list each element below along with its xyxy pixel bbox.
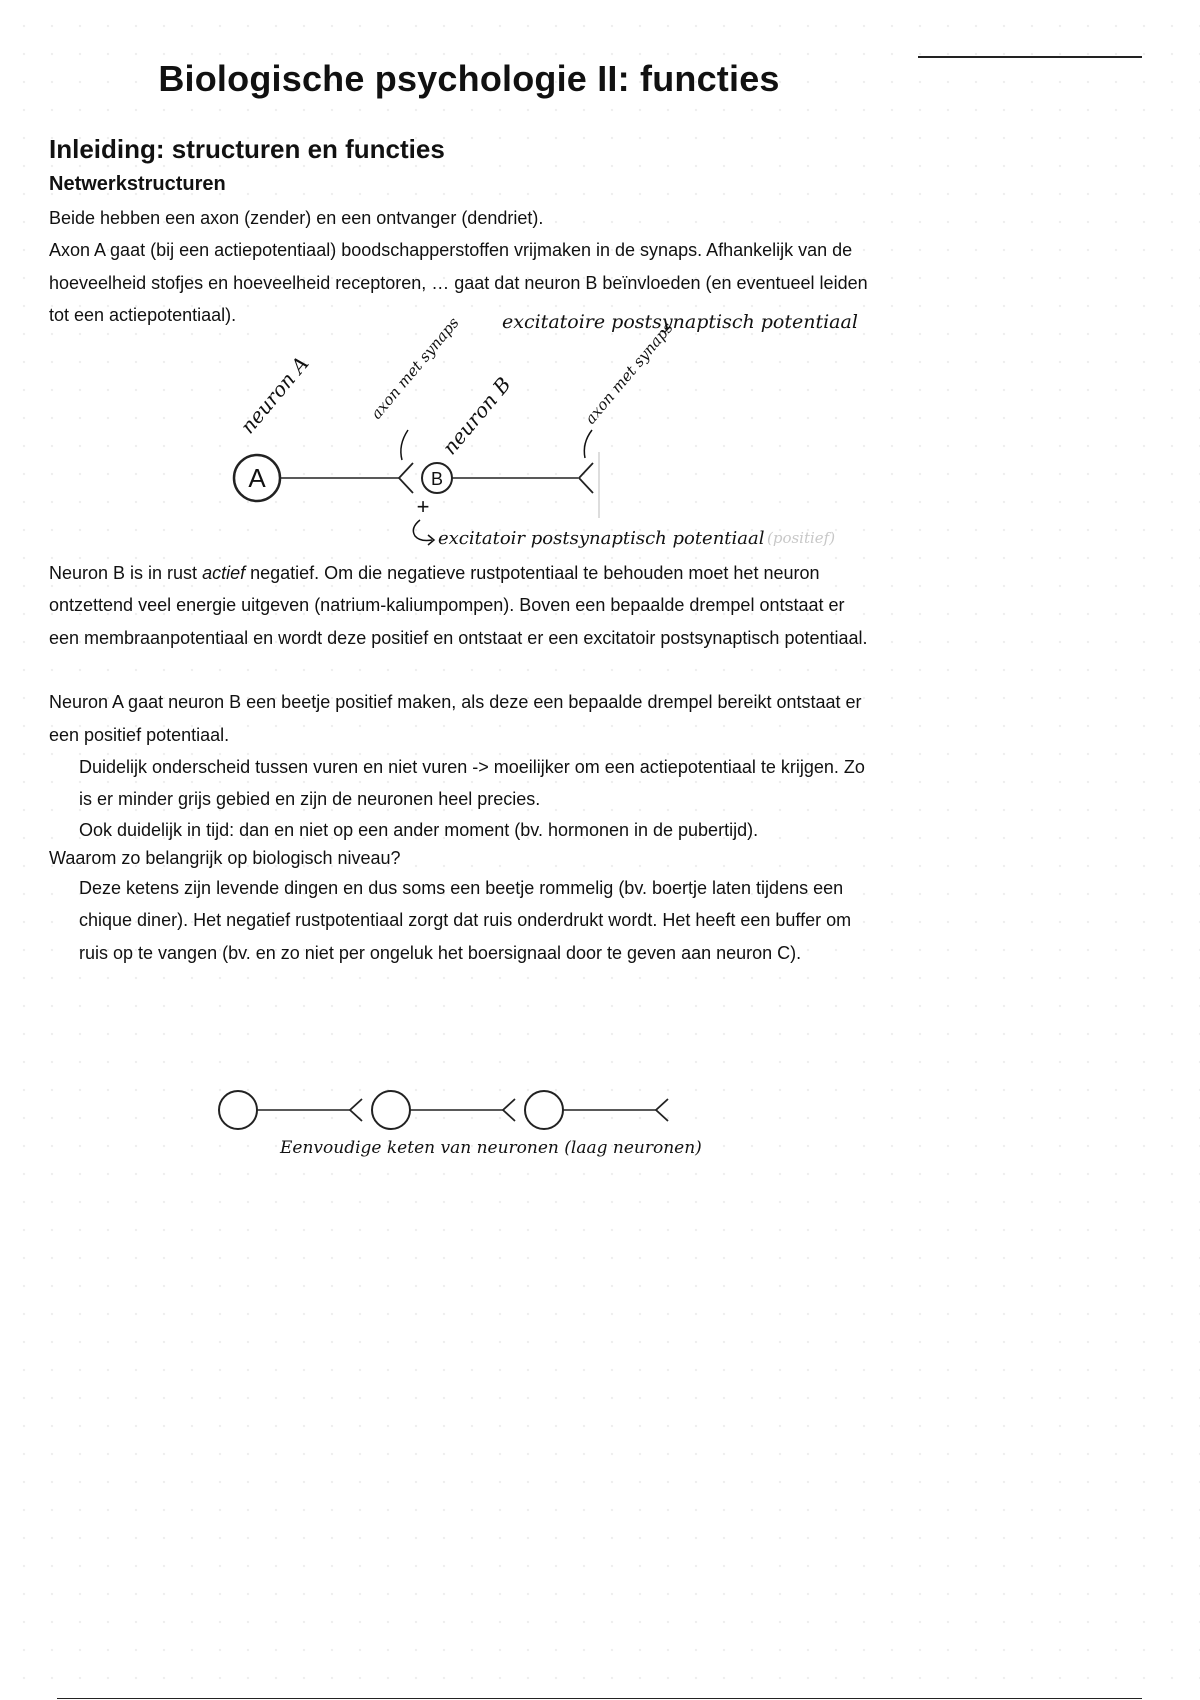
label-neuron-b: neuron B xyxy=(437,372,516,460)
body-indented-2: Ook duidelijk in tijd: dan en niet op een ander moment (bv. hormonen in de pubertijd). xyxy=(79,819,759,840)
p3-emphasis: actief xyxy=(202,563,246,583)
plus-sign: + xyxy=(416,494,430,519)
intro-paragraph-2: Axon A gaat (bij een actiepotentiaal) boodschapperstoffen vrijmaken in de synaps. Afhankelijk van de hoeveelheid stofjes en hoeveelheid receptoren, … gaat dat neuron B beïnvloeden (en eventueel leiden tot een actiepotentiaal). xyxy=(49,240,868,326)
body-indented-3: Deze ketens zijn levende dingen en dus soms een beetje rommelig (bv. boertje laten tijdens een chique diner). Het negatief rustpotentiaal zorgt dat ruis onderdrukt wordt. Het heeft een buffer om ruis op te vangen (bv. en zo niet per ongeluk het boersignaal door te geven aan neuron C). xyxy=(79,877,852,963)
label-axon-synaps-1: axon met synaps xyxy=(367,313,463,423)
chain-neuron-1 xyxy=(219,1091,362,1129)
label-neuron-a: neuron A xyxy=(235,351,314,439)
p3-suffix: negatief. Om die negatieve rustpotentiaal te behouden moet het neuron ontzettend veel energie uitgeven (natrium-kaliumpompen). Boven een bepaalde drempel ontstaat er een membraanpotentiaal en wordt deze positief en ontstaat er een excitatoir postsynaptisch potentiaal. xyxy=(49,563,868,648)
body-paragraph-2: Neuron A gaat neuron B een beetje positief maken, als deze een bepaalde drempel bereikt ontstaat er een positief potentiaal. xyxy=(49,692,862,745)
diagram-header-note: excitatoire postsynaptisch potentiaal xyxy=(502,311,858,333)
chain-neuron-2 xyxy=(372,1091,515,1129)
diagram-footer-note-extra: (positief) xyxy=(767,529,836,547)
bottom-rule xyxy=(57,1698,1142,1699)
intro-paragraph-1: Beide hebben een axon (zender) en een ontvanger (dendriet). xyxy=(49,208,544,228)
page-title: Biologische psychologie II: functies xyxy=(158,58,780,99)
neuron-a-label: A xyxy=(248,463,266,493)
section-heading: Inleiding: structuren en functies xyxy=(49,134,445,164)
p3-prefix: Neuron B is in rust xyxy=(49,563,203,583)
chain-neuron-3 xyxy=(525,1091,668,1129)
label-axon-synaps-2: axon met synaps xyxy=(581,318,677,428)
body-question: Waarom zo belangrijk op biologisch niveau? xyxy=(49,847,401,868)
diagram-footer-note: excitatoir postsynaptisch potentiaal xyxy=(438,528,765,549)
chain-caption: Eenvoudige keten van neuronen (laag neuronen) xyxy=(280,1138,702,1158)
neuron-b-label: B xyxy=(430,469,444,489)
subsection-heading: Netwerkstructuren xyxy=(49,173,226,195)
body-indented-1: Duidelijk onderscheid tussen vuren en niet vuren -> moeilijker om een actiepotentiaal te krijgen. Zo is er minder grijs gebied en zijn de neuronen heel precies. xyxy=(79,757,865,810)
